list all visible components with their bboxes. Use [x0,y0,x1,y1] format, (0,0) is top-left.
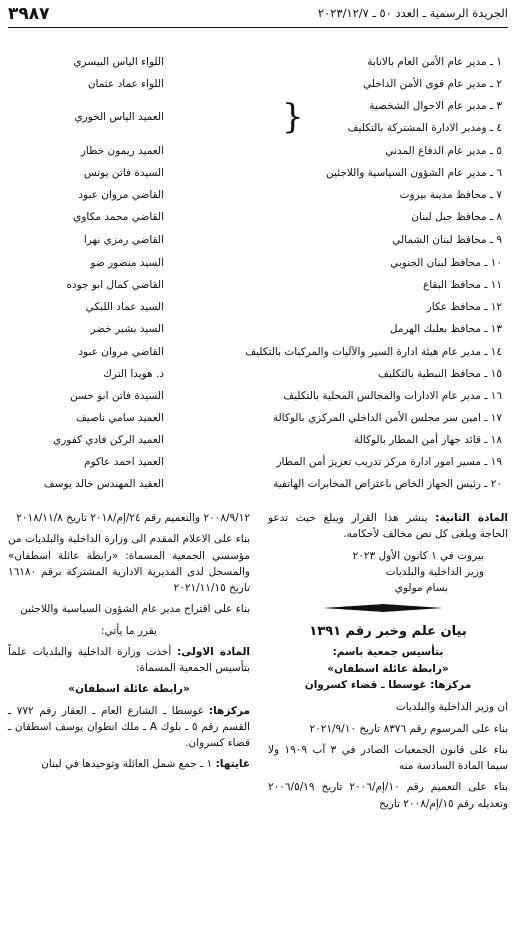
list-item [8,301,508,317]
association-aim [8,756,250,772]
officer-name: اللواء عماد عثمان [87,78,164,90]
hq-label: مركزها: [208,704,250,717]
position-title: ٤ ـ ومدير الادارة المشتركة بالتكليف [347,122,502,134]
officer-name: القاضي مروان عبود [78,346,164,358]
page-header [8,4,508,30]
position-title: ١٧ ـ امين سر مجلس الأمن الداخلي المركزي بالوكالة [272,412,502,424]
association-hq [8,703,250,752]
grouping-brace: } [282,97,304,137]
date-line: بيروت في ١ كانون الأول ٢٠٢٣ [352,549,484,562]
position-title: ١٩ ـ مسير امور ادارة مركز تدريب تعزيز أمن المطار [276,456,502,468]
position-title: ١ ـ مدير عام الأمن العام بالانابة [367,56,502,68]
right-column [268,510,508,817]
officer-name: القاضي رمزي نهرا [83,234,164,246]
officer-name: العقيد المهندس خالد يوسف [43,478,164,490]
list-item [8,234,508,250]
position-title: ٨ ـ محافظ جبل لبنان [411,211,502,223]
divider-ornament [268,602,508,616]
position-title: ١٠ ـ محافظ لبنان الجنوبي [390,257,502,269]
list-item [8,257,508,273]
header-rule [8,27,508,28]
list-item [8,189,508,205]
list-item [8,100,508,123]
list-item [8,122,508,138]
officer-name: السيدة فاتن ابو حسن [70,390,164,402]
article-label: المادة الثانية: [435,512,508,524]
aim-label: غايتها: [215,758,250,771]
officer-name: العميد سامي ناصيف [75,412,164,424]
officer-name: القاضي كمال ابو جوده [66,279,164,291]
article-text: ينشر هذا القرار ويبلغ حيث تدعو الحاجة ويلغى كل نص مخالف لأحكامه. [268,512,508,541]
paragraph: بناء على قانون الجمعيات الصادر في ٣ آب ١٩٠٩ ولا سيما المادة السادسة منه [268,743,508,773]
association-hq: مركزها: غوسطا ـ قضاء كسروان [304,679,472,691]
position-title: ٥ ـ مدير عام الدفاع المدني [385,145,502,157]
position-title: ١٢ ـ محافظ عكار [426,301,502,313]
signatory: بسام مولوي [394,582,448,595]
gazette-title: الجريدة الرسمية ـ العدد ٥٠ ـ ٢٠٢٣/١٢/٧ [317,6,508,20]
position-title: ١٥ ـ محافظ النبطية بالتكليف [378,368,502,380]
officer-name: السيد بشير خضر [90,323,164,335]
position-title: ١٣ ـ محافظ بعلبك الهرمل [389,323,502,335]
position-title: ١٤ ـ مدير عام هيئة ادارة السير والآليات والمركبات بالتكليف [245,346,502,358]
officer-name: العميد الركن فادي كفوري [53,434,164,446]
paragraph: بناء على اقتراح مدير عام الشؤون السياسية واللاجئين [20,603,250,616]
left-column [8,510,250,778]
list-item [8,456,508,472]
position-title: ١١ ـ محافظ البقاع [422,279,502,291]
decides-heading: يقرر ما يأتي: [101,624,157,637]
officer-name: العميد الياس الخوري [74,111,164,123]
list-item [8,390,508,406]
hq-text: غوسطا ـ الشارع العام ـ العقار رقم ٧٧٢ ـ القسم رقم ٥ ـ بلوك A ـ ملك انطوان يوسف اسطفان ـ قضاء كسروان. [8,704,250,750]
association-name: «رابطة عائلة اسطفان» [68,683,190,696]
officer-name: السيد عماد اللبكي [85,301,164,313]
officer-name: القاضي مروان عبود [78,189,164,201]
officer-name: العميد ريمون خطار [80,145,164,157]
position-title: ١٨ ـ قائد جهاز أمن المطار بالوكالة [353,434,502,446]
aim-text: ١ ـ جمع شمل العائلة وتوحيدها في لبنان [41,758,213,771]
position-title: ٢ ـ مدير عام قوى الأمن الداخلي [362,78,502,90]
list-item [8,368,508,384]
paragraph: ٢٠٠٨/٩/١٢ والتعميم رقم ٢٤/إم/٢٠١٨ تاريخ ٢٠١٨/١١/٨ [16,512,250,524]
officer-name: السيد منصور ضو [90,257,164,269]
position-title: ٢٠ ـ رئيس الجهاز الخاص باعتراض المخابرات الهاتفية [273,478,502,490]
notice-title: بيان علم وخبر رقم ١٣٩١ [309,624,467,640]
list-item [8,279,508,295]
list-item [8,323,508,339]
list-item [8,346,508,362]
officer-name: السيدة فاتن يونس [83,167,164,179]
article-two [268,510,508,543]
article-one [8,644,250,677]
paragraph: بناء على الاعلام المقدم الى وزارة الداخلية والبلديات من مؤسسي الجمعية المسماة: «رابطة عائلة اسطفان» والمسجل لدى المديرية الادارية المشتركة برقم ١٦١٨٠ تاريخ ٢٠٢١/١١/١٥ [8,533,250,595]
list-item [8,56,508,72]
officer-name: اللواء الياس البيسري [73,56,164,68]
position-title: ٩ ـ محافظ لبنان الشمالي [392,234,502,246]
position-title: ٦ ـ مدير عام الشؤون السياسية واللاجئين [326,167,502,179]
list-item [8,211,508,227]
officer-name: القاضي محمد مكاوي [73,211,164,223]
list-item [8,478,508,494]
paragraph: ان وزير الداخلية والبلديات [395,701,508,714]
list-item [8,434,508,450]
paragraph: بناء على التعميم رقم ١٠/إم/٢٠٠٦ تاريخ ٢٠٠٦/٥/١٩ وتعديله رقم ١٥/إم/٢٠٠٨ تاريخ [268,781,508,810]
list-item [8,145,508,161]
notice-subtitle: بتأسيس جمعية باسم: [332,646,444,659]
position-title: ٣ ـ مدير عام الاحوال الشخصية [369,100,502,112]
minister-title: وزير الداخلية والبلديات [385,565,484,578]
position-title: ٧ ـ محافظ مدينة بيروت [399,189,502,201]
officer-name: د. هويدا الترك [103,368,164,380]
officer-name: العميد احمد عاكوم [84,456,164,468]
list-item [8,167,508,183]
position-title: ١٦ ـ مدير عام الادارات والمجالس المحلية بالتكليف [283,390,502,402]
article-text: أخذت وزارة الداخلية والبلديات علماً بتأسيس الجمعية المسماة: [8,645,250,675]
list-item [8,412,508,428]
list-item [8,78,508,94]
article-label: المادة الاولى: [177,645,250,658]
paragraph: بناء على المرسوم رقم ٨٣٧٦ تاريخ ٢٠٢١/٩/١٠ [309,722,508,735]
page-number: ٣٩٨٧ [8,4,50,24]
association-name: «رابطة عائلة اسطفان» [327,662,449,675]
